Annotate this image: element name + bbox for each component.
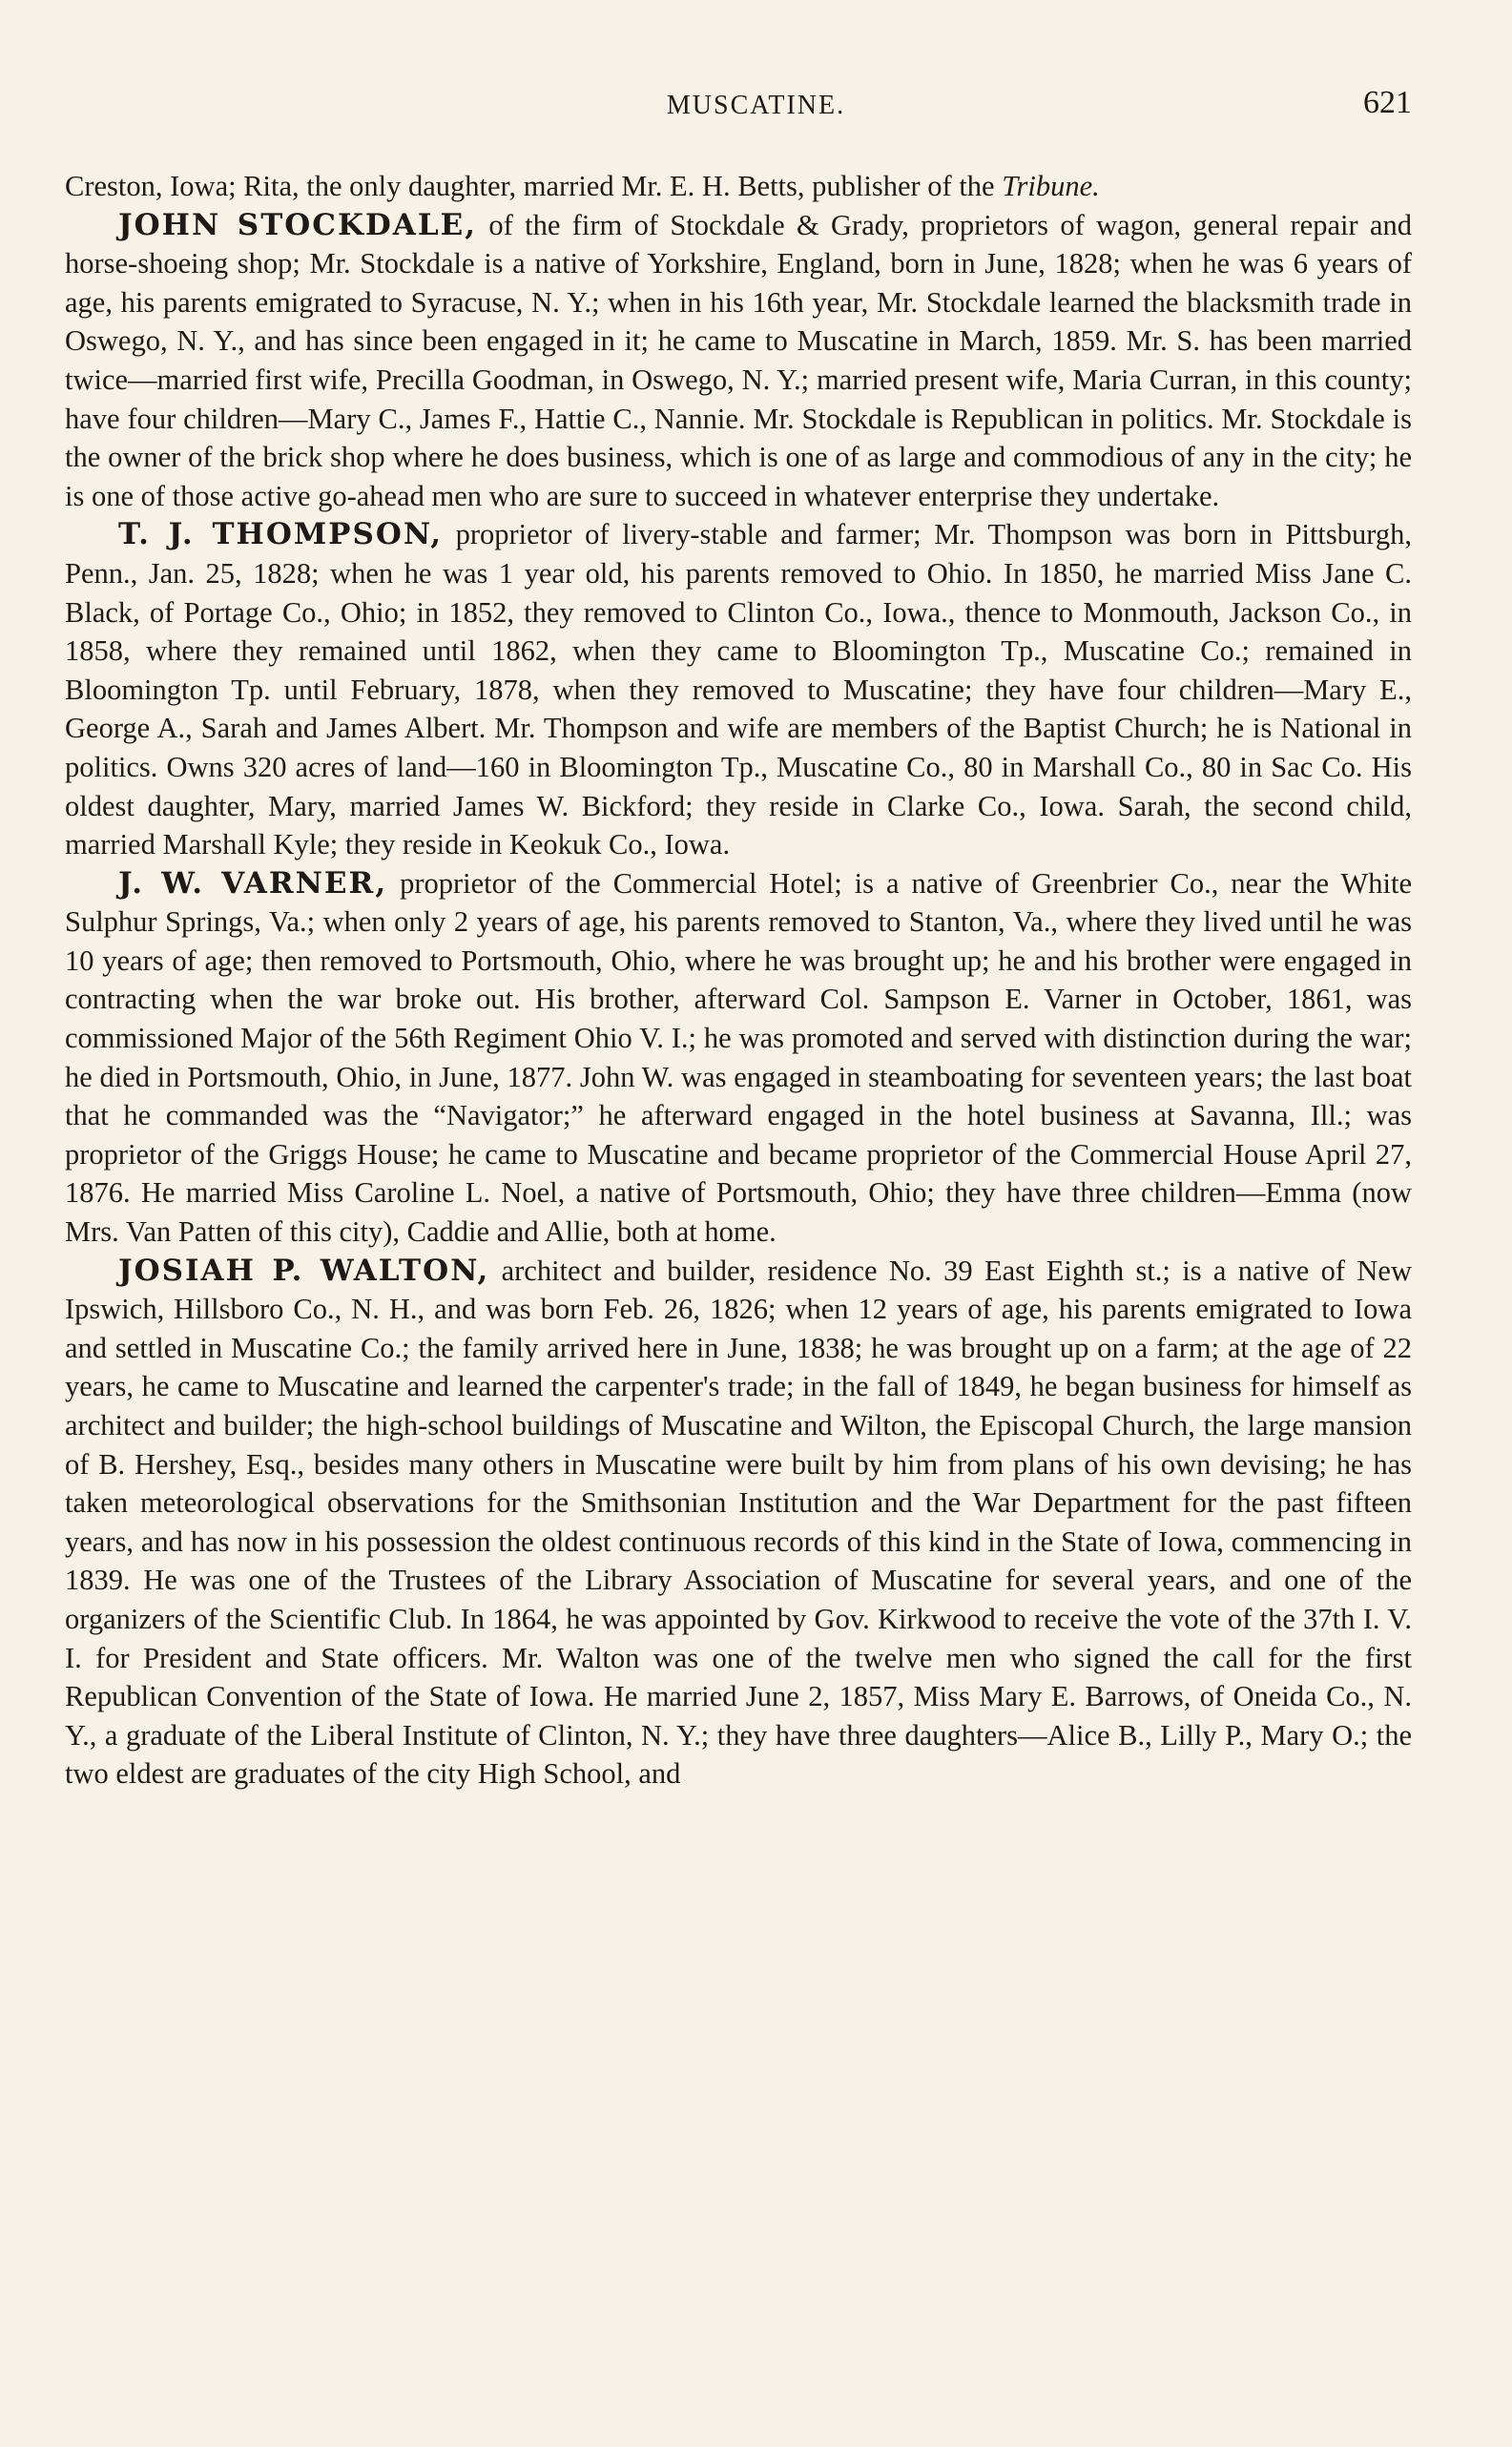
entry-name: T. J. THOMPSON,	[118, 517, 443, 552]
entry-name: J. W. VARNER,	[118, 865, 388, 901]
running-head: MUSCATINE.	[666, 91, 846, 120]
entry-name: JOSIAH P. WALTON,	[118, 1253, 490, 1288]
continuation-text: Creston, Iowa; Rita, the only daughter, married Mr. E. H. Betts, publisher of the	[65, 170, 1003, 202]
entry-varner	[65, 864, 1412, 1252]
body-text	[65, 167, 1412, 1794]
page-number: 621	[1363, 85, 1412, 120]
entry-text: proprietor of the Commercial Hotel; is a native of Greenbrier Co., near the White Sulphur Springs, Va.; when only 2 years of age, his parents removed to Stanton, Va., where they lived until he was 10 years of age; then removed to Portsmouth, Ohio, where he was brought up; he and his brother were engaged in contracting when the war broke out. His brother, afterward Col. Sampson E. Varner in October, 1861, was commissioned Major of the 56th Regiment Ohio V. I.; he was promoted and served with distinction during the war; he died in Portsmouth, Ohio, in June, 1877. John W. was engaged in steamboating for seventeen years; the last boat that he commanded was the “Navigator;” he afterward engaged in the hotel business at Savanna, Ill.; was proprietor of the Griggs House; he came to Muscatine and became proprietor of the Commercial House April 27, 1876. He married Miss Caroline L. Noel, a native of Portsmouth, Ohio; they have three children—Emma (now Mrs. Van Patten of this city), Caddie and Allie, both at home.	[65, 866, 1412, 1249]
entry-name: JOHN STOCKDALE,	[118, 207, 478, 242]
continuation-paragraph	[65, 167, 1412, 206]
entry-stockdale	[65, 206, 1412, 516]
entry-text: architect and builder, residence No. 39 East Eighth st.; is a native of New Ipswich, Hillsboro Co., N. H., and was born Feb. 26, 1826; when 12 years of age, his parents emigrated to Iowa and settled in Muscatine Co.; the family arrived here in June, 1838; he was brought up on a farm; at the age of 22 years, he came to Muscatine and learned the carpenter's trade; in the fall of 1849, he began business for himself as architect and builder; the high-school buildings of Muscatine and Wilton, the Episcopal Church, the large mansion of B. Hershey, Esq., besides many others in Muscatine were built by him from plans of his own devising; he has taken meteorological observations for the Smithsonian Institution and the War Department for the past fifteen years, and has now in his possession the oldest continuous records of this kind in the State of Iowa, commencing in 1839. He was one of the Trustees of the Library Association of Muscatine for several years, and one of the organizers of the Scientific Club. In 1864, he was appointed by Gov. Kirkwood to receive the vote of the 37th I. V. I. for President and State officers. Mr. Walton was one of the twelve men who signed the call for the first Republican Convention of the State of Iowa. He married June 2, 1857, Miss Mary E. Barrows, of Oneida Co., N. Y., a graduate of the Liberal Institute of Clinton, N. Y.; they have three daughters—Alice B., Lilly P., Mary O.; the two eldest are graduates of the city High School, and	[65, 1254, 1412, 1791]
continuation-italic: Tribune.	[1002, 170, 1100, 202]
page-header	[0, 85, 1512, 138]
entry-text: proprietor of livery-stable and farmer; Mr. Thompson was born in Pittsburgh, Penn., Jan. 25, 1828; when he was 1 year old, his parents removed to Ohio. In 1850, he married Miss Jane C. Black, of Portage Co., Ohio; in 1852, they removed to Clinton Co., Iowa., thence to Monmouth, Jackson Co., in 1858, where they remained until 1862, when they came to Bloomington Tp., Muscatine Co.; remained in Bloomington Tp. until February, 1878, when they removed to Muscatine; they have four children—Mary E., George A., Sarah and James Albert. Mr. Thompson and wife are members of the Baptist Church; he is National in politics. Owns 320 acres of land—160 in Bloomington Tp., Muscatine Co., 80 in Marshall Co., 80 in Sac Co. His oldest daughter, Mary, married James W. Bickford; they reside in Clarke Co., Iowa. Sarah, the second child, married Marshall Kyle; they reside in Keokuk Co., Iowa.	[65, 518, 1412, 861]
entry-walton	[65, 1252, 1412, 1794]
entry-text: of the firm of Stockdale & Grady, proprietors of wagon, general repair and horse-shoeing shop; Mr. Stockdale is a native of Yorkshire, England, born in June, 1828; when he was 6 years of age, his parents emigrated to Syracuse, N. Y.; when in his 16th year, Mr. Stockdale learned the blacksmith trade in Oswego, N. Y., and has since been engaged in it; he came to Muscatine in March, 1859. Mr. S. has been married twice—married first wife, Precilla Goodman, in Oswego, N. Y.; married present wife, Maria Curran, in this county; have four children—Mary C., James F., Hattie C., Nannie. Mr. Stockdale is Republican in politics. Mr. Stockdale is the owner of the brick shop where he does business, which is one of as large and commodious of any in the city; he is one of those active go-ahead men who are sure to succeed in whatever enterprise they undertake.	[65, 208, 1412, 512]
entry-thompson	[65, 515, 1412, 863]
